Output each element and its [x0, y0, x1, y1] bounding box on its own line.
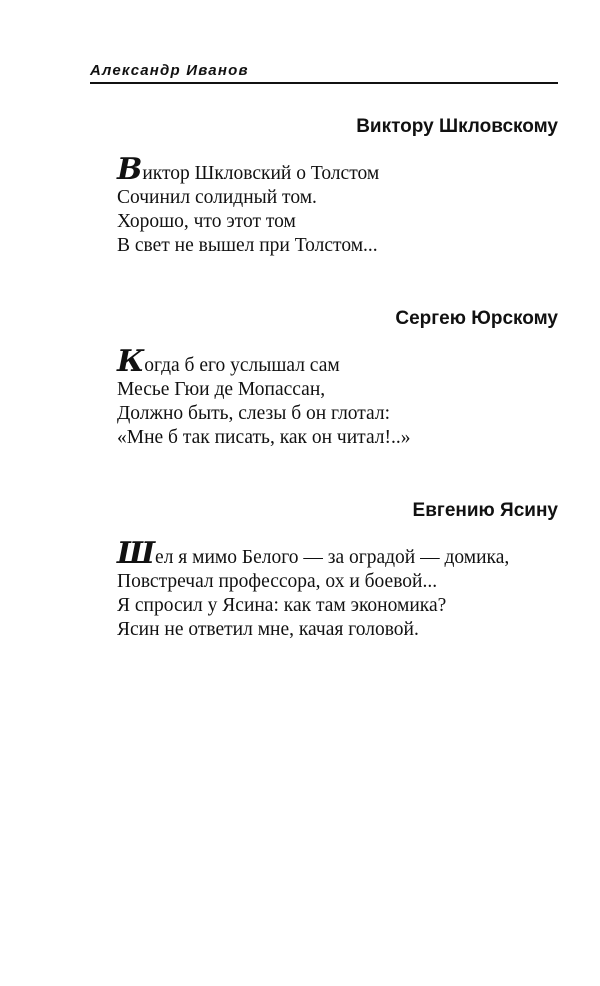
poem-line-first: [117, 536, 558, 571]
poem-line: Должно быть, слезы б он глотал:: [117, 403, 391, 424]
poem-line: Месье Гюи де Мопассан,: [117, 379, 326, 400]
poem-line: Я спросил у Ясина: как там экономика?: [117, 595, 447, 616]
poem-yasin: [117, 498, 558, 642]
poem-dedication: Евгению Ясину: [412, 500, 558, 521]
poem-yursky: [117, 306, 558, 450]
header-rule: [90, 82, 558, 84]
poem-stanza: [117, 152, 558, 258]
poem-line-first: [117, 344, 558, 379]
drop-cap-initial: Ш: [117, 536, 156, 571]
running-head-author: Александр Иванов: [90, 62, 249, 79]
poem-stanza: [117, 344, 558, 450]
poem-dedication: Виктору Шкловскому: [356, 116, 558, 137]
first-line-text: ел я мимо Белого — за оградой — домика,: [155, 547, 510, 568]
first-line-text: иктор Шкловский о Толстом: [142, 163, 380, 184]
poem-line: В свет не вышел при Толстом...: [117, 235, 378, 256]
poem-line: Хорошо, что этот том: [117, 211, 296, 232]
poem-line: Ясин не ответил мне, качая головой.: [117, 619, 419, 640]
poem-stanza: [117, 536, 558, 642]
poem-dedication: Сергею Юрскому: [395, 308, 558, 329]
poem-line-first: [117, 152, 558, 187]
drop-cap-initial: К: [117, 344, 145, 379]
poem-line: Сочинил солидный том.: [117, 187, 317, 208]
first-line-text: огда б его услышал сам: [144, 355, 340, 376]
poem-shklovsky: [117, 114, 558, 258]
poem-line: Повстречал профессора, ох и боевой...: [117, 571, 438, 592]
poem-line: «Мне б так писать, как он читал!..»: [117, 427, 411, 448]
drop-cap-initial: В: [117, 152, 143, 187]
